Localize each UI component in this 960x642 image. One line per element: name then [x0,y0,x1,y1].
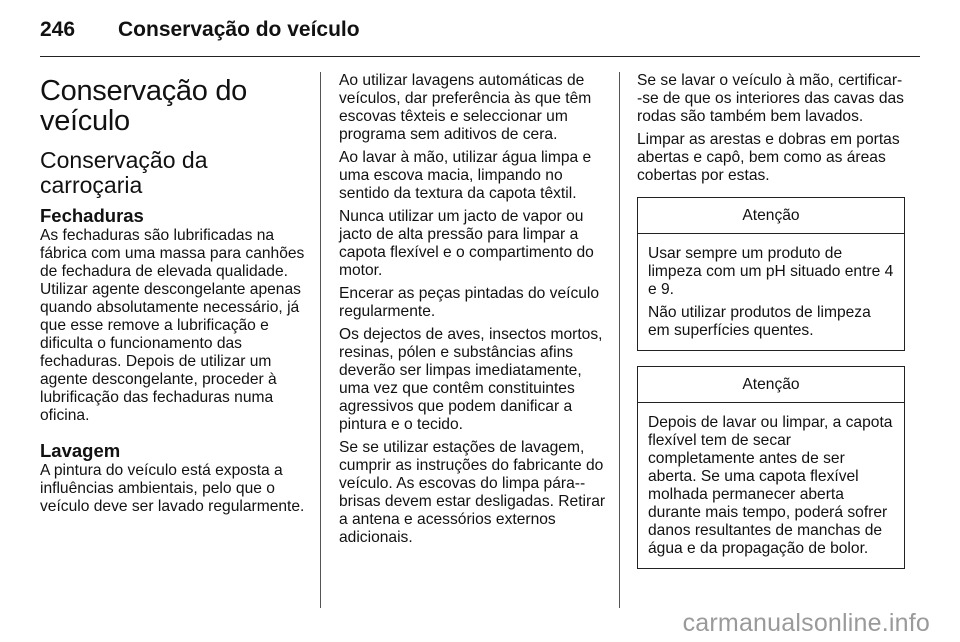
paragraph: Se se lavar o veículo à mão, certificar--se de que os interiores das cavas das rodas são também bem lavados. [637,72,904,125]
watermark: carmanualsonline.info [682,609,930,637]
paragraph: A pintura do veículo está exposta a influências ambientais, pelo que o veículo deve ser lavado regularmente. [40,462,305,515]
notice-title: Atenção [638,198,904,234]
section-title: Conservação do veículo [40,75,247,137]
paragraph: Ao utilizar lavagens automáticas de veículos, dar preferência às que têm escovas têxteis e seleccionar um programa sem aditivos de cera. [339,72,592,143]
section-fechaduras [40,206,312,425]
paragraph: Ao lavar à mão, utilizar água limpa e uma escova macia, limpando no sentido da textura da capota têxtil. [339,149,592,202]
section-heading: Lavagem [40,440,121,461]
notice-title: Atenção [638,367,904,403]
notice-body [638,234,904,350]
paragraph: Encerar as peças pintadas do veículo regularmente. [339,285,600,320]
page-header [40,18,360,46]
chapter-title: Conservação do veículo [118,18,360,41]
column-divider [619,72,620,608]
subsection-title: Conservação da carroçaria [40,147,208,198]
column-3 [637,72,905,569]
paragraph: Usar sempre um produto de limpeza com um pH situado entre 4 e 9. [648,245,894,298]
notice-body [638,403,904,568]
section-heading: Fechaduras [40,205,144,226]
paragraph: Limpar as arestas e dobras em portas abertas e capô, bem como as áreas cobertas por estas. [637,131,900,184]
notice-box [637,366,905,569]
page-number: 246 [40,18,76,41]
section-lavagem [40,441,312,516]
notice-box [637,197,905,351]
column-2 [339,72,607,552]
paragraph: Se se utilizar estações de lavagem, cumprir as instruções do fabricante do veículo. As escovas do limpa pára--brisas devem estar desligadas. Retirar a antena e acessórios externos adicionais. [339,439,606,546]
paragraph: Os dejectos de aves, insectos mortos, resinas, pólen e substâncias afins deverão ser limpas imediatamente, uma vez que contêm constituintes agressivos que podem danificar a pintura e o tecido. [339,326,603,433]
paragraph: Nunca utilizar um jacto de vapor ou jacto de alta pressão para limpar a capota flexível e o compartimento do motor. [339,208,594,279]
paragraph: Depois de lavar ou limpar, a capota flexível tem de secar completamente antes de ser aberta. Se uma capota flexível molhada permanecer aberta durante mais tempo, poderá sofrer danos resultantes de manchas de água e da propagação de bolor. [648,414,893,557]
paragraph: Não utilizar produtos de limpeza em superfícies quentes. [648,304,871,339]
header-rule [40,56,920,57]
column-1 [40,72,312,532]
column-divider [320,72,321,608]
paragraph: As fechaduras são lubrificadas na fábrica com uma massa para canhões de fechadura de elevada qualidade. Utilizar agente descongelante apenas quando absolutamente necessário, já que esse remove a lubrificação e dificulta o funcionamento das fechaduras. Depois de utilizar um agente descongelante, proceder à lubrificação das fechaduras numa oficina. [40,227,305,424]
